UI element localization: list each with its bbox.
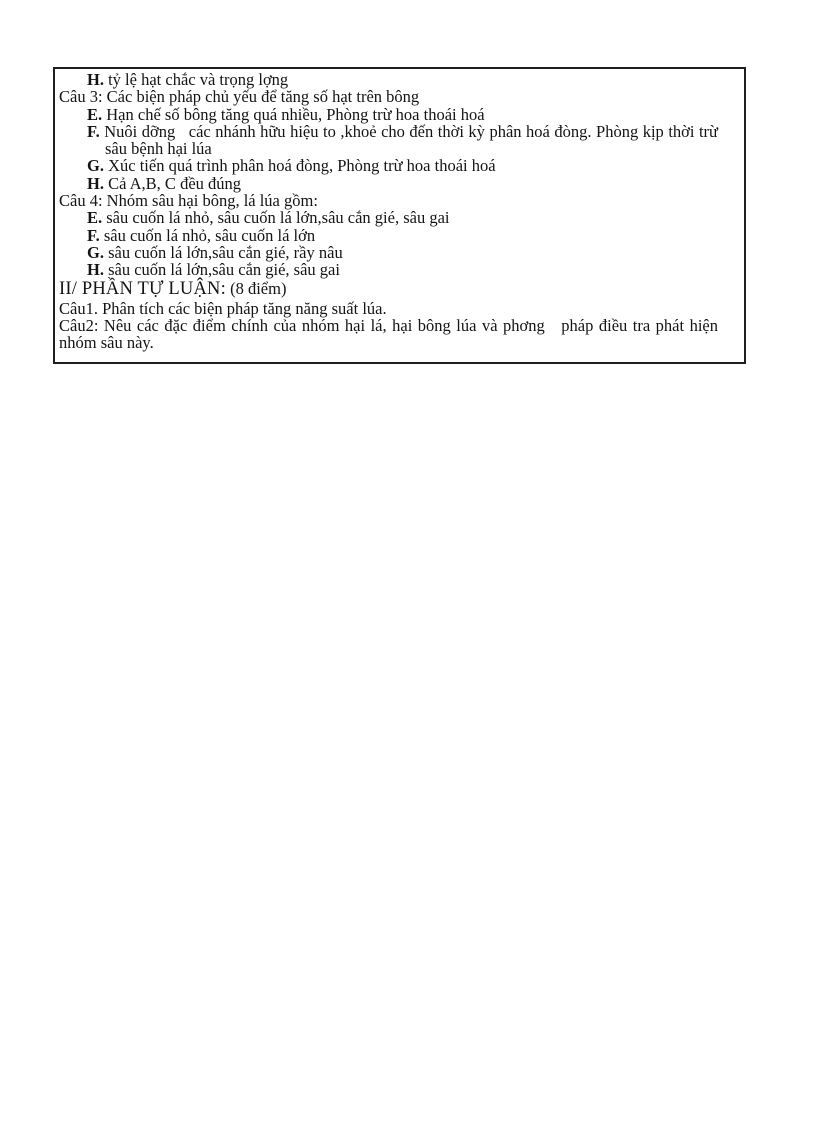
question-text: Câu1. Phân tích các biện pháp tăng năng suất lúa.: [59, 298, 387, 318]
option-text: Cả A,B, C đều đúng: [108, 173, 242, 193]
option-text: Xúc tiến quá trình phân hoá đòng, Phòng trừ hoa thoái hoá: [108, 156, 496, 176]
question-text: Câu 4: Nhóm sâu hại bông, lá lúa gồm:: [59, 191, 318, 211]
answer-option-line: [59, 157, 718, 174]
option-text: sâu cuốn lá lớn,sâu cắn gié, rầy nâu: [108, 242, 343, 262]
option-text: sâu cuốn lá lớn,sâu cắn gié, sâu gai: [108, 260, 340, 280]
answer-option-line: [59, 123, 718, 158]
option-letter: F.: [87, 121, 100, 141]
section-points: (8 điểm): [225, 278, 287, 298]
option-letter: H.: [87, 70, 104, 89]
question-line: [59, 300, 718, 317]
answer-option-line: [59, 261, 718, 278]
section-title: II/ PHẦN TỰ LUẬN:: [59, 278, 226, 299]
exam-paper-box: [53, 67, 746, 364]
option-letter: H.: [87, 260, 104, 280]
question-line: [59, 192, 718, 209]
option-text: tỷ lệ hạt chắc và trọng lợng: [108, 70, 289, 89]
question-line: [59, 317, 718, 352]
exam-text-block: [59, 71, 718, 352]
option-letter: F.: [87, 225, 100, 245]
option-text: sâu cuốn lá nhỏ, sâu cuốn lá lớn,sâu cắn gié, sâu gai: [106, 208, 450, 228]
answer-option-line: [59, 227, 718, 244]
question-text: Câu 3: Các biện pháp chủ yếu để tăng số hạt trên bông: [59, 87, 420, 107]
answer-option-line: [59, 175, 718, 192]
answer-option-line: [59, 106, 718, 123]
section-heading-line: [59, 280, 718, 298]
option-letter: E.: [87, 104, 103, 124]
option-letter: H.: [87, 173, 104, 193]
option-letter: G.: [87, 242, 104, 262]
option-letter: G.: [87, 156, 104, 176]
option-text: sâu cuốn lá nhỏ, sâu cuốn lá lớn: [103, 225, 316, 245]
answer-option-line: [59, 209, 718, 226]
answer-option-line: [59, 71, 718, 88]
option-text: Hạn chế số bông tăng quá nhiều, Phòng trừ hoa thoái hoá: [106, 104, 485, 124]
option-letter: E.: [87, 208, 103, 228]
question-line: [59, 88, 718, 105]
question-text: Câu2: Nêu các đặc điểm chính của nhóm hại lá, hại bông lúa và phơng pháp điều tra phát hiện nhóm sâu này.: [59, 316, 718, 353]
answer-option-line: [59, 244, 718, 261]
option-text: Nuôi dỡng các nhánh hữu hiệu to ,khoẻ cho đến thời kỳ phân hoá đòng. Phòng kịp thời trừ sâu bệnh hại lúa: [104, 121, 718, 159]
